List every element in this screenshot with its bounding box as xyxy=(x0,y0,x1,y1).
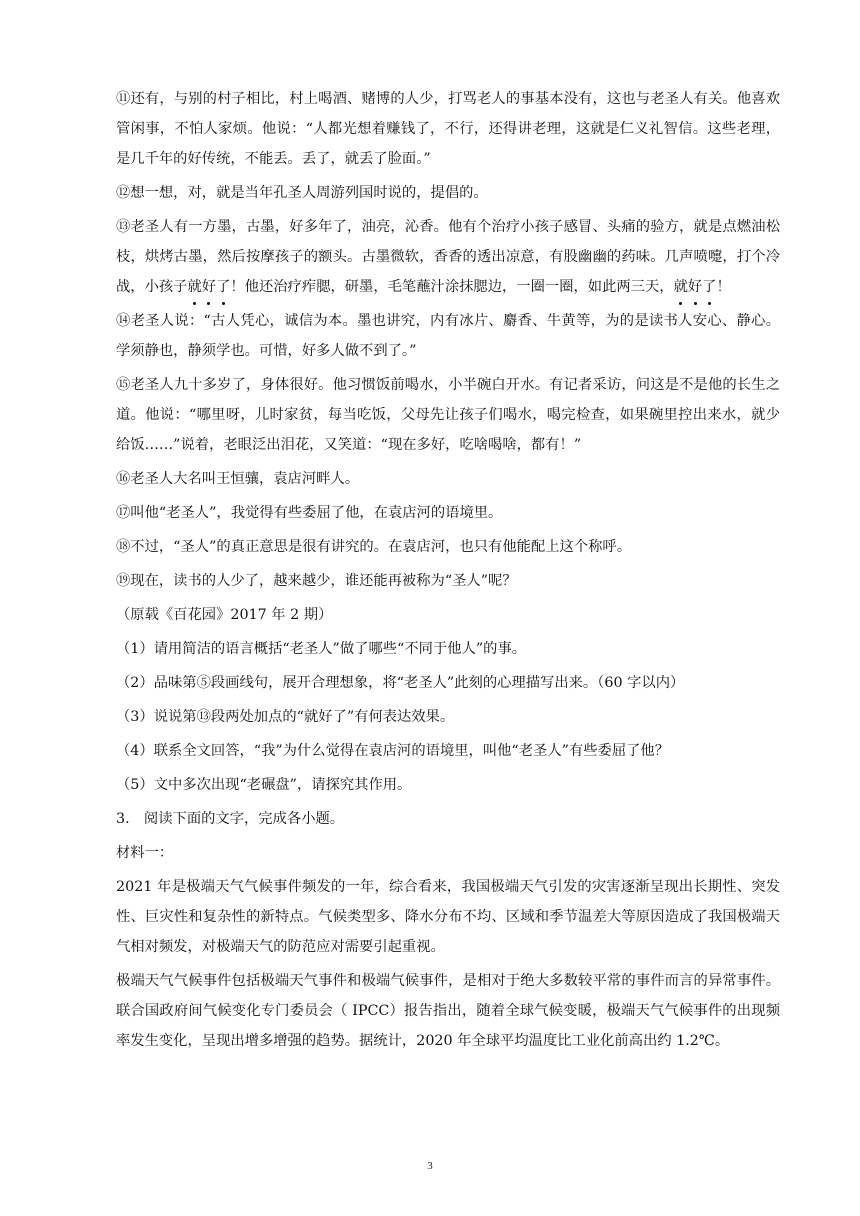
emphasized-phrase-1 xyxy=(187,279,230,295)
page-number: 3 xyxy=(427,1160,433,1172)
emphasized-phrase-2 xyxy=(674,279,717,295)
paragraph-13-text-b: ！他还治疗痄腮，研墨，毛笔蘸汁涂抹腮边，一圈一圈，如此两三天， xyxy=(230,279,674,295)
question-3: （3）说说第⑬段两处加点的“就好了”有何表达效果。 xyxy=(116,709,455,725)
material-1-paragraph-2: 极端天气气候事件包括极端天气事件和极端气候事件，是相对于绝大多数较平常的事件而言的异常事件。联合国政府间气候变化专门委员会（ IPCC）报告指出，随着全球气候变暖，极端天气气候事件的出现频率发生变化，呈现出增多增强的趋势。据统计，2020 年全球平均温度比工业化前高出约 1.2℃。 xyxy=(116,973,780,1049)
paragraph-13-text-a: ⑬老圣人有一方墨，古墨，好多年了，油亮，沁香。他有个治疗小孩子感冒、头痛的验方，就是点燃油松枝，烘烤古墨，然后按摩孩子的额头。古墨微软，香香的透出凉意，有股幽幽的药味。几声喷嚏，打个冷战，小孩子 xyxy=(116,219,780,295)
emphasis-dot-char: 就 xyxy=(674,272,688,302)
paragraph-13 xyxy=(116,212,780,302)
question-2: （2）品味第⑤段画线句，展开合理想象，将“老圣人”此刻的心理描写出来。（60 字以内） xyxy=(116,675,685,691)
paragraph-12: ⑫想一想，对，就是当年孔圣人周游列国时说的，提倡的。 xyxy=(116,185,488,201)
paragraph-18: ⑱不过，“圣人”的真正意思是很有讲究的。在袁店河，也只有他能配上这个称呼。 xyxy=(116,539,632,555)
question-5: （5）文中多次出现“老碾盘”，请探究其作用。 xyxy=(116,777,412,793)
paragraph-11: ⑪还有，与别的村子相比，村上喝酒、赌博的人少，打骂老人的事基本没有，这也与老圣人有关。他喜欢管闲事，不怕人家烦。他说：“人都光想着赚钱了，不行，还得讲老理，这就是仁义礼智信。这些老理，是几千年的好传统，不能丢。丢了，就丢了脸面。” xyxy=(116,91,780,167)
paragraph-19: ⑲现在，读书的人少了，越来越少，谁还能再被称为“圣人”呢？ xyxy=(116,573,517,589)
emphasis-dot-char: 好 xyxy=(688,272,702,302)
material-1-paragraph-1: 2021 年是极端天气气候事件频发的一年，综合看来，我国极端天气引发的灾害逐渐呈现出长期性、突发性、巨灾性和复杂性的新特点。气候类型多、降水分布不均、区域和季节温差大等原因造成了我国极端天气相对频发，对极端天气的防范应对需要引起重视。 xyxy=(116,879,780,955)
emphasis-dot-char: 就 xyxy=(187,272,201,302)
document-page xyxy=(116,84,780,1060)
source-note: （原载《百花园》2017 年 2 期） xyxy=(116,607,333,623)
paragraph-13-text-c: ！ xyxy=(716,279,731,295)
paragraph-15: ⑮老圣人九十多岁了，身体很好。他习惯饭前喝水，小半碗白开水。有记者采访，问这是不是他的长生之道。他说：“哪里呀，儿时家贫，每当吃饭，父母先让孩子们喝水，喝完检查，如果碗里控出来水，就少给饭……”说着，老眼泛出泪花，又笑道：“现在多好，吃啥喝啥，都有！” xyxy=(116,377,780,453)
section-3-heading: 3. 阅读下面的文字，完成各小题。 xyxy=(116,811,345,827)
material-label: 材料一： xyxy=(116,845,174,861)
paragraph-16: ⑯老圣人大名叫王恒骧，袁店河畔人。 xyxy=(116,471,360,487)
question-4: （4）联系全文回答，“我”为什么觉得在袁店河的语境里，叫他“老圣人”有些委屈了他？ xyxy=(116,743,670,759)
paragraph-17: ⑰叫他“老圣人”，我觉得有些委屈了他，在袁店河的语境里。 xyxy=(116,505,503,521)
emphasis-dot-char: 了 xyxy=(702,272,716,302)
paragraph-14: ⑭老圣人说：“古人凭心，诚信为本。墨也讲究，内有冰片、麝香、牛黄等，为的是读书人安心、静心。学须静也，静须学也。可惜，好多人做不到了。” xyxy=(116,313,780,359)
question-1: （1）请用简洁的语言概括“老圣人”做了哪些“不同于他人”的事。 xyxy=(116,641,527,657)
emphasis-dot-char: 了 xyxy=(216,272,230,302)
emphasis-dot-char: 好 xyxy=(202,272,216,302)
